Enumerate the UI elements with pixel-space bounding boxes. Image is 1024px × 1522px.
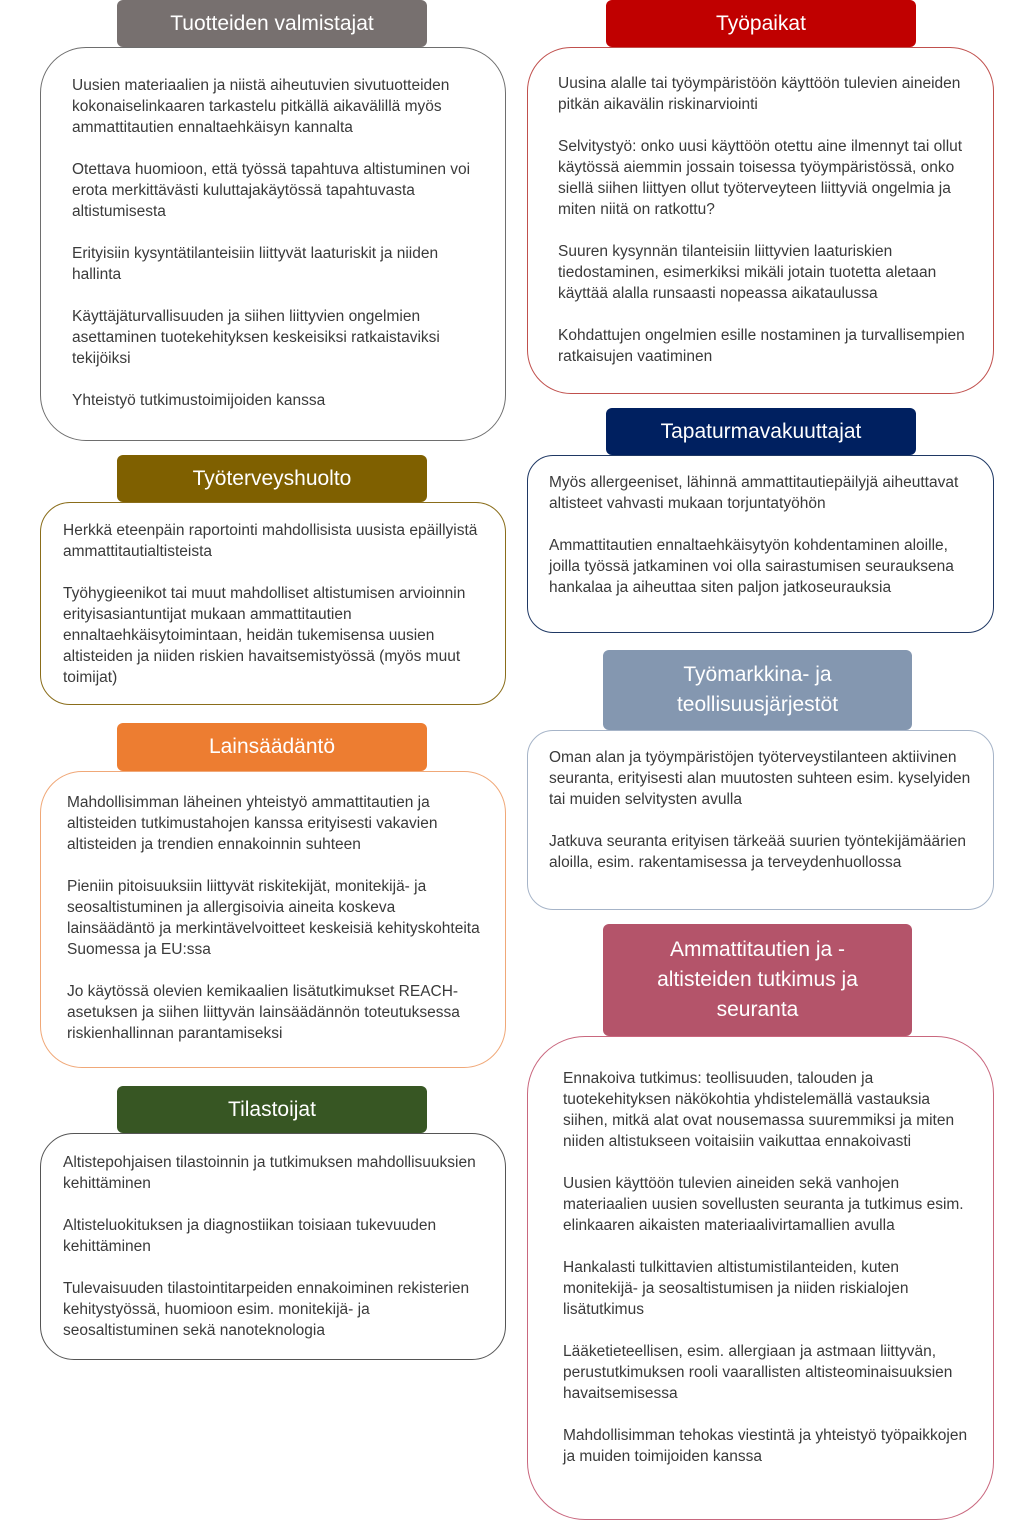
card-item: Jatkuva seuranta erityisen tärkeää suurien työntekijämäärien aloilla, esim. rakentamisessa ja terveydenhuollossa: [549, 833, 967, 871]
card-item: Altisteluokituksen ja diagnostiikan toisiaan tukevuuden kehittäminen: [63, 1217, 437, 1255]
card-tuotteiden-valmistajat: [40, 47, 506, 441]
card-item: Uusien käyttöön tulevien aineiden sekä vanhojen materiaalien uusien sovellusten seuranta ja tutkimus esim. elinkaaren aikaisten materiaalivirtamallien avulla: [563, 1175, 964, 1234]
header-tapaturmavakuuttajat: Tapaturmavakuuttajat: [606, 408, 916, 455]
card-item: Yhteistyö tutkimustoimijoiden kanssa: [72, 392, 326, 409]
card-item: Työhygieenikot tai muut mahdolliset altistumisen arvioinnin erityisasiantuntijat mukaan ammattitautien ennaltaehkäisytoimintaan, heidän tukemisensa uusien altisteiden ja niiden riskien havaitsemistyössä (myös muut toimijat): [63, 585, 466, 686]
card-lainsaadanto: [40, 771, 506, 1068]
header-tyomarkkina-jarjestot: Työmarkkina- ja teollisuusjärjestöt: [603, 650, 912, 730]
header-tuotteiden-valmistajat: Tuotteiden valmistajat: [117, 0, 427, 47]
card-tapaturmavakuuttajat: [527, 455, 994, 633]
card-item: Uusina alalle tai työympäristöön käyttöön tulevien aineiden pitkän aikavälin riskinarviointi: [558, 75, 961, 113]
card-item: Jo käytössä olevien kemikaalien lisätutkimukset REACH-asetuksen ja siihen liittyvän lainsäädännön toteutuksessa riskienhallinnan parantamiseksi: [67, 983, 460, 1042]
header-tyopaikat: Työpaikat: [606, 0, 916, 47]
card-item: Herkkä eteenpäin raportointi mahdollisista uusista epäillyistä ammattitautialtisteista: [63, 522, 478, 560]
card-item: Myös allergeeniset, lähinnä ammattitautiepäilyjä aiheuttavat altisteet vahvasti mukaan torjuntatyöhön: [549, 474, 959, 512]
card-item: Lääketieteellisen, esim. allergiaan ja astmaan liittyvän, perustutkimuksen rooli vaarallisten altisteominaisuuksien havaitsemisessa: [563, 1343, 953, 1402]
card-item: Selvitystyö: onko uusi käyttöön otettu aine ilmennyt tai ollut käytössä aiemmin jossain toisessa työympäristössä, onko siellä siihen liittyen ollut työterveyteen liittyviä ongelmia ja miten niitä on ratkottu?: [558, 138, 963, 218]
card-tyopaikat: [527, 47, 994, 394]
card-item: Suuren kysynnän tilanteisiin liittyvien laaturiskien tiedostaminen, esimerkiksi mikäli jotain tuotetta aletaan käyttää alalla runsaasti nopeassa aikataulussa: [558, 243, 937, 302]
card-tyomarkkina-jarjestot: [527, 730, 994, 910]
card-item: Altistepohjaisen tilastoinnin ja tutkimuksen mahdollisuuksien kehittäminen: [63, 1154, 476, 1192]
card-item: Ennakoiva tutkimus: teollisuuden, talouden ja tuotekehityksen näkökohtia yhdistelemällä vastauksia siihen, mitkä alat ovat nousemassa suuremmiksi ja miten niiden altistukseen voitaisiin vaikuttaa ennakoivasti: [563, 1070, 955, 1150]
card-tilastoijat: [40, 1133, 506, 1360]
card-item: Ammattitautien ennaltaehkäisytyön kohdentaminen aloille, joilla työssä jatkaminen voi olla sairastumisen seurauksena hankalaa ja aiheuttaa siten paljon jatkoseurauksia: [549, 537, 954, 596]
card-item: Tulevaisuuden tilastointitarpeiden ennakoiminen rekisterien kehitystyössä, huomioon esim. monitekijä- ja seosaltistuminen sekä nanoteknologia: [63, 1280, 470, 1339]
header-tilastoijat: Tilastoijat: [117, 1086, 427, 1133]
card-item: Erityisiin kysyntätilanteisiin liittyvät laaturiskit ja niiden hallinta: [72, 245, 439, 283]
card-item: Pieniin pitoisuuksiin liittyvät riskitekijät, monitekijä- ja seosaltistuminen ja allergisoivia aineita koskeva lainsäädäntö ja merkintävelvoitteet keskeisiä kehityskohteita Suomessa ja EU:ssa: [67, 878, 480, 958]
card-item: Otettava huomioon, että työssä tapahtuva altistuminen voi erota merkittävästi kuluttajakäytössä tapahtuvasta altistumisesta: [72, 161, 471, 220]
header-tyoterveyshuolto: Työterveyshuolto: [117, 455, 427, 502]
card-item: Mahdollisimman läheinen yhteistyö ammattitautien ja altisteiden tutkimustahojen kanssa erityisesti vakavien altisteiden ja trendien ennakoinnin suhteen: [67, 794, 438, 853]
card-item: Mahdollisimman tehokas viestintä ja yhteistyö työpaikkojen ja muiden toimijoiden kanssa: [563, 1427, 968, 1465]
card-item: Uusien materiaalien ja niistä aiheutuvien sivutuotteiden kokonaiselinkaaren tarkastelu pitkällä aikavälillä myös ammattitautien ennaltaehkäisyn kannalta: [72, 77, 450, 136]
card-tyoterveyshuolto: [40, 502, 506, 705]
header-tutkimus-seuranta: Ammattitautien ja -altisteiden tutkimus ja seuranta: [603, 924, 912, 1036]
card-item: Kohdattujen ongelmien esille nostaminen ja turvallisempien ratkaisujen vaatiminen: [558, 327, 965, 365]
card-item: Hankalasti tulkittavien altistumistilanteiden, kuten monitekijä- ja seosaltistumisen ja niiden riskialojen lisätutkimus: [563, 1259, 909, 1318]
card-tutkimus-seuranta: [527, 1036, 994, 1520]
header-lainsaadanto: Lainsäädäntö: [117, 723, 427, 771]
card-item: Käyttäjäturvallisuuden ja siihen liittyvien ongelmien asettaminen tuotekehityksen keskeisiksi ratkaistaviksi tekijöiksi: [72, 308, 440, 367]
card-item: Oman alan ja työympäristöjen työterveystilanteen aktiivinen seuranta, erityisesti alan muutosten suhteen esim. kyselyiden tai muiden selvitysten avulla: [549, 749, 971, 808]
